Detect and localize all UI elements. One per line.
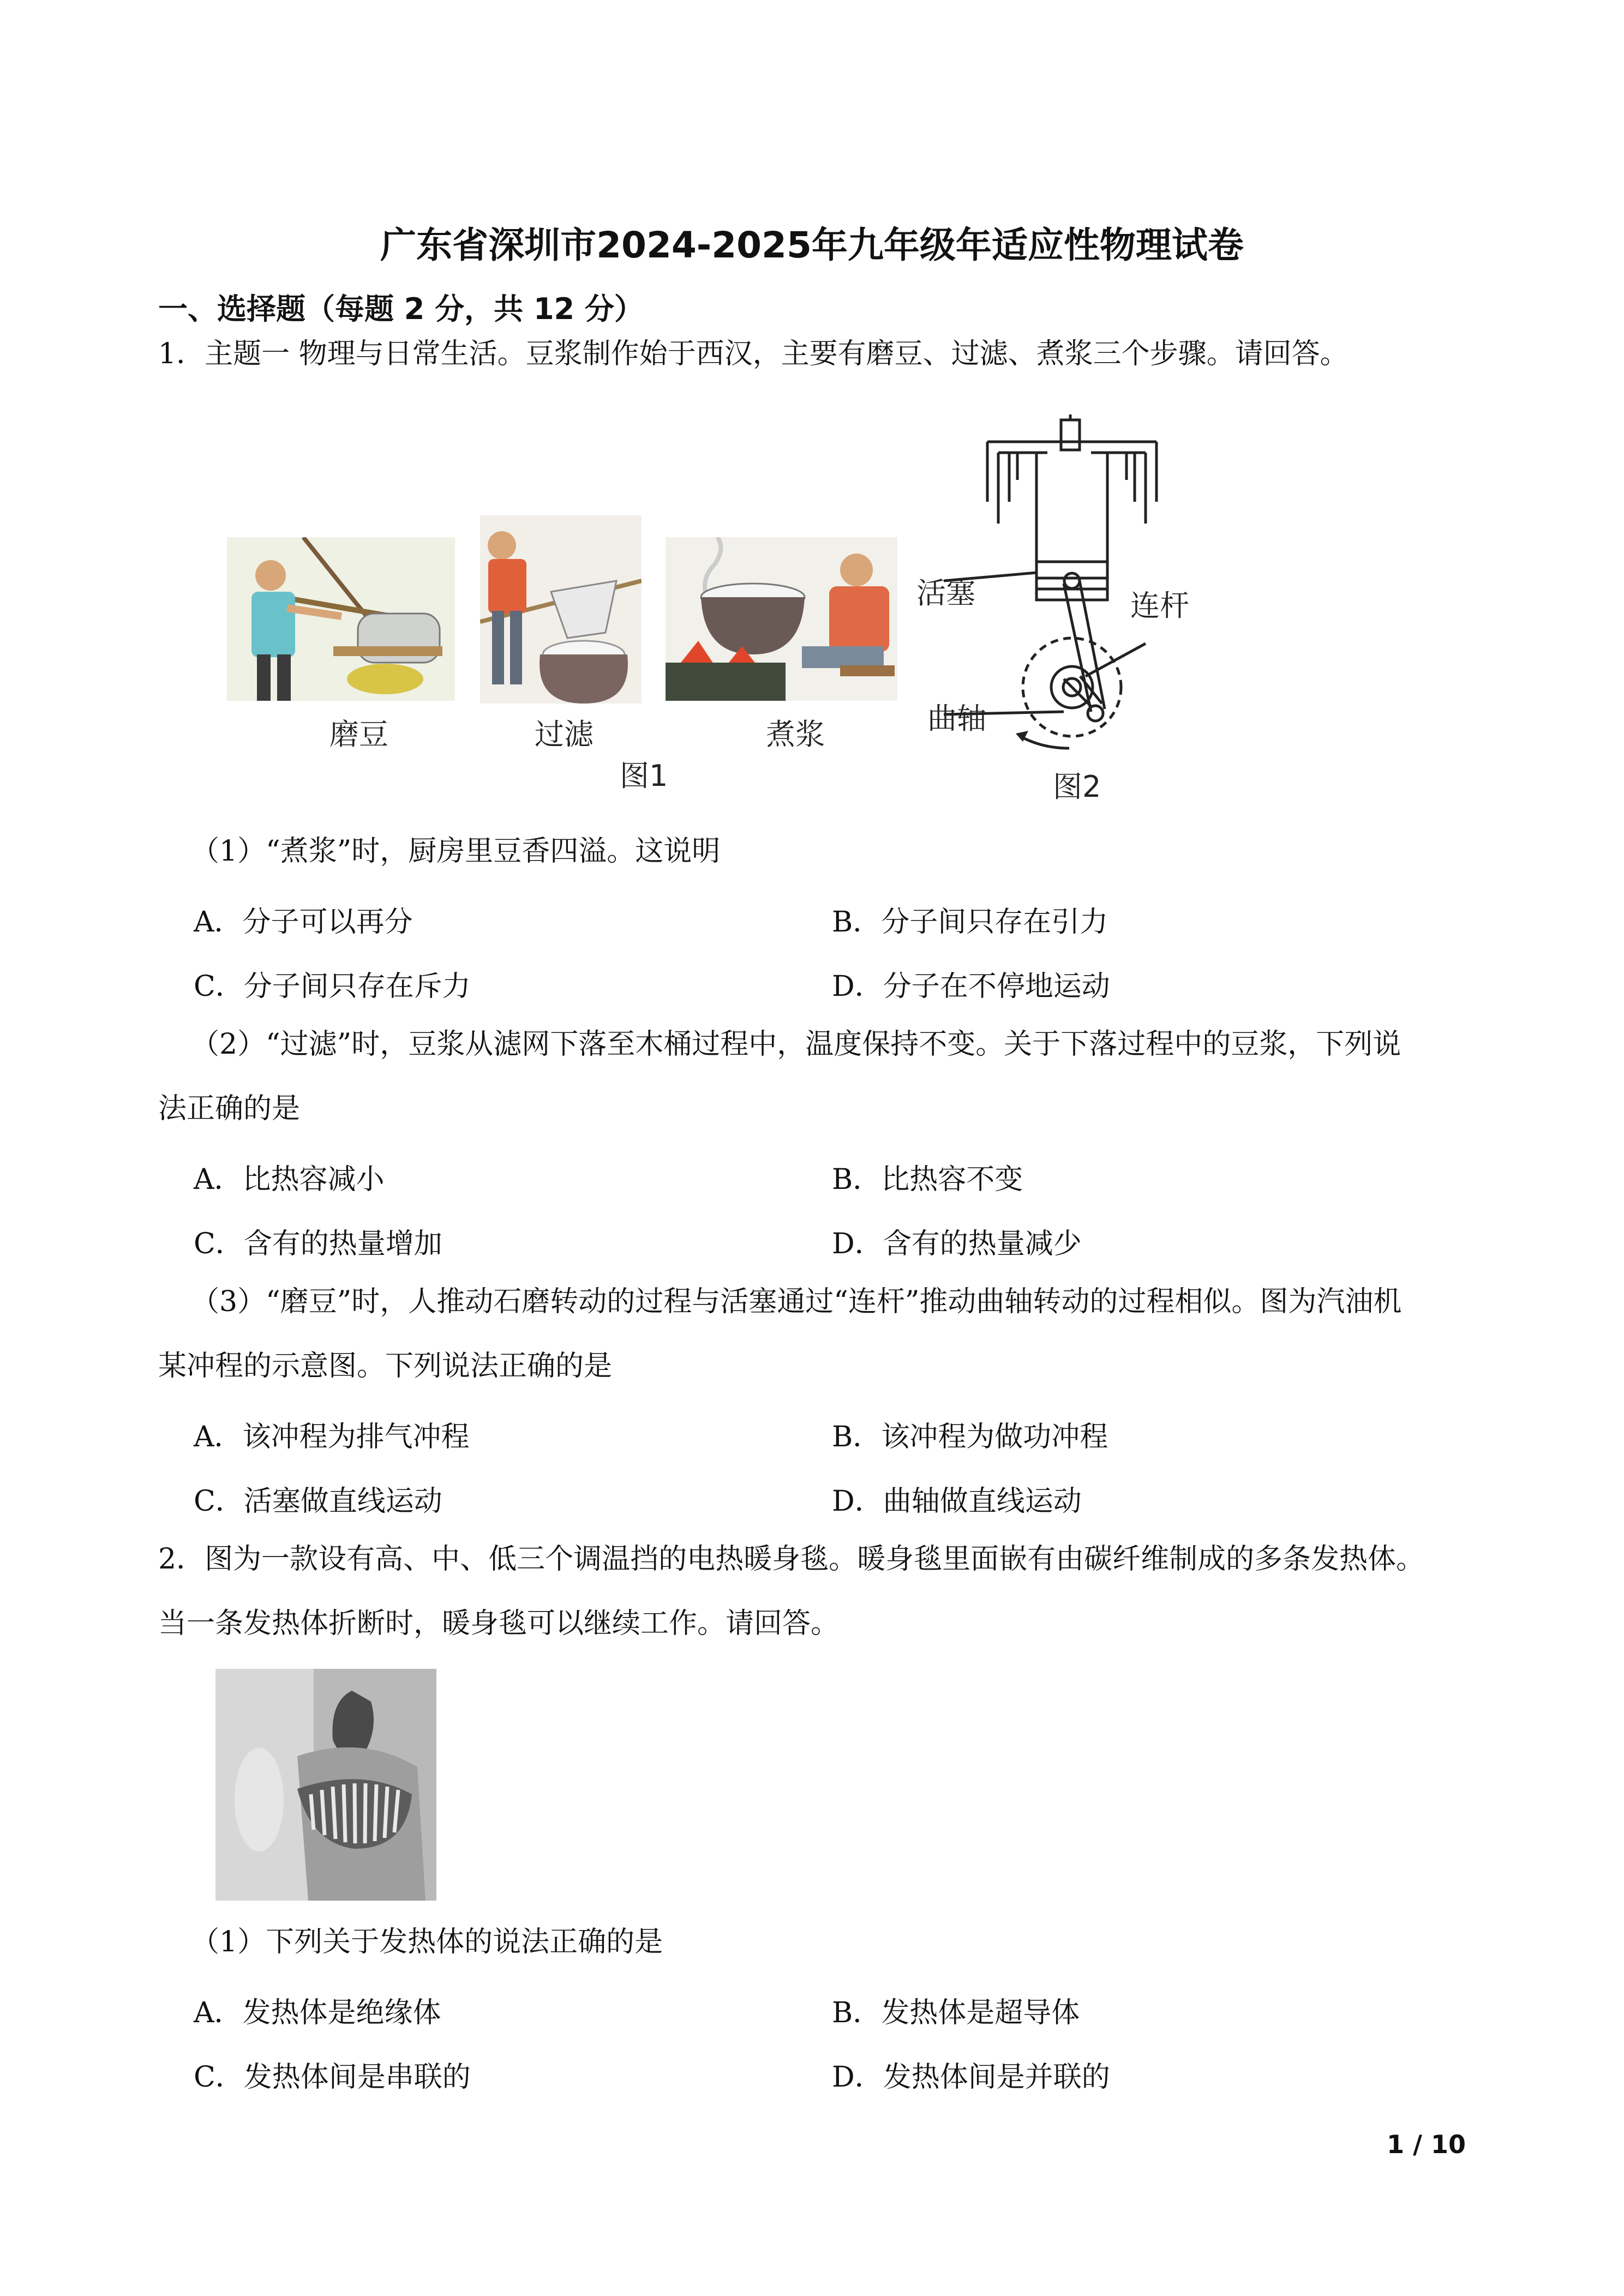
fig2-caption: 图2 [1053,770,1101,804]
q2-stem-line2: 当一条发热体折断时，暖身毯可以继续工作。请回答。 [158,1607,840,1640]
page-title: 广东省深圳市2024-2025年九年级年适应性物理试卷 [380,224,1244,266]
boiling-milk-image [666,537,897,701]
q1-sub3-option-a: A．该冲程为排气冲程 [194,1421,470,1453]
q2-sub1-option-c: C．发热体间是串联的 [194,2061,471,2094]
q2-sub1-option-b: B．发热体是超导体 [832,1997,1080,2029]
q2-sub1-option-a: A．发热体是绝缘体 [194,1997,441,2029]
heating-blanket-photo [215,1669,436,1901]
q1-sub1-option-a: A．分子可以再分 [194,906,413,939]
fig2-label-crank: 曲轴 [927,701,986,736]
fig1-label-grinding: 磨豆 [329,717,388,752]
q1-sub3-option-d: D．曲轴做直线运动 [832,1485,1082,1518]
filtering-image [480,515,642,704]
q1-sub1-option-d: D．分子在不停地运动 [832,970,1110,1003]
q1-sub2-stem-line2: 法正确的是 [158,1092,301,1125]
q1-sub2-option-a: A．比热容减小 [194,1163,385,1196]
q1-sub1-stem: （1）“煮浆”时，厨房里豆香四溢。这说明 [191,835,721,868]
q2-stem-line1: 2．图为一款设有高、中、低三个调温挡的电热暖身毯。暖身毯里面嵌有由碳纤维制成的多条发热体。 [158,1543,1425,1576]
q1-sub1-option-c: C．分子间只存在斥力 [194,970,471,1003]
q1-sub2-option-d: D．含有的热量减少 [832,1228,1082,1260]
fig1-label-filtering: 过滤 [535,717,594,752]
grinding-beans-image [227,537,455,701]
q1-sub2-option-c: C．含有的热量增加 [194,1228,442,1260]
fig2-label-piston: 活塞 [916,576,975,610]
q2-sub1-option-d: D．发热体间是并联的 [832,2061,1110,2094]
section-heading: 一、选择题（每题 2 分，共 12 分） [158,292,644,326]
q1-stem: 1．主题一 物理与日常生活。豆浆制作始于西汉，主要有磨豆、过滤、煮浆三个步骤。请回答。 [158,338,1349,370]
q1-sub2-stem-line1: （2）“过滤”时，豆浆从滤网下落至木桶过程中，温度保持不变。关于下落过程中的豆浆，下列说 [191,1028,1401,1061]
q2-sub1-stem: （1）下列关于发热体的说法正确的是 [191,1926,663,1958]
q1-sub3-option-b: B．该冲程为做功冲程 [832,1421,1108,1453]
page-number: 1 / 10 [1387,2130,1466,2159]
fig2-label-rod: 连杆 [1130,588,1189,623]
fig1-label-boiling: 煮浆 [766,717,825,752]
q1-sub3-option-c: C．活塞做直线运动 [194,1485,442,1518]
fig1-caption: 图1 [620,759,668,793]
q1-sub3-stem-line1: （3）“磨豆”时，人推动石磨转动的过程与活塞通过“连杆”推动曲轴转动的过程相似。图为汽油机 [191,1285,1402,1318]
q1-sub2-option-b: B．比热容不变 [832,1163,1023,1196]
q1-sub3-stem-line2: 某冲程的示意图。下列说法正确的是 [158,1350,613,1383]
q1-sub1-option-b: B．分子间只存在引力 [832,906,1108,939]
